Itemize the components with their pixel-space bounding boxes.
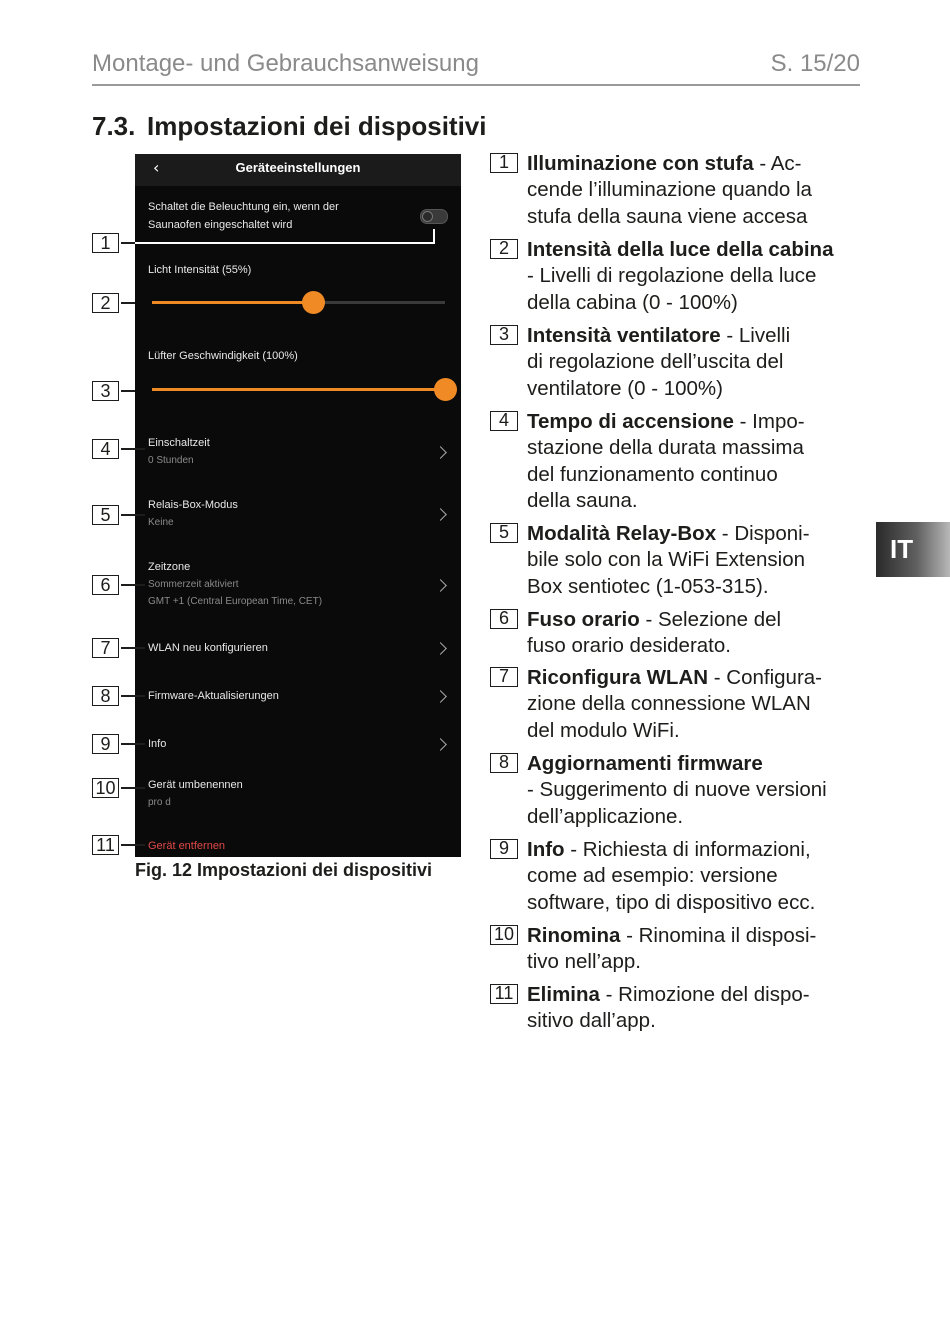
description-line [527,751,850,777]
callout-1: 1 [92,233,119,253]
menu-item-title: Info [148,738,167,750]
chevron-right-icon [434,642,447,655]
callout-2: 2 [92,293,119,313]
menu-item-sub: Sommerzeit aktiviert [148,579,239,590]
callout-line [121,302,135,304]
chevron-right-icon [434,690,447,703]
description-line: della cabina (0 - 100%) [527,290,738,314]
description-number: 2 [490,239,518,259]
description-number: 4 [490,411,518,431]
description-number: 7 [490,667,518,687]
menu-item-title: Zeitzone [148,561,191,573]
description-line: del funzionamento continuo [527,462,778,486]
description-line: di regolazione dell’uscita del [527,350,784,374]
description-term: Intensità ventilatore [527,324,721,347]
light-intensity-label: Licht Intensität (55%) [148,264,252,276]
description-line: ventilatore (0 - 100%) [527,376,723,400]
chevron-right-icon [434,446,447,459]
callout-7: 7 [92,638,119,658]
callout-line [121,743,145,745]
callout-line [121,390,135,392]
description-line: Rinomina - Rinomina il disposi- [527,924,817,947]
description-number: 6 [490,609,518,629]
description-line: bile solo con la WiFi Extension [527,548,806,572]
description-term: Aggiornamenti firmware [527,752,763,775]
description-line: stufa della sauna viene accesa [527,204,808,228]
description-term: Riconfigura WLAN [527,666,709,689]
description-item-6 [490,607,850,660]
figure-caption: Fig. 12 Impostazioni dei dispositivi [135,860,433,880]
remove-device-button[interactable]: Gerät entfernen [148,840,226,852]
menu-item-title: WLAN neu konfigurieren [148,642,268,654]
menu-item-title: Relais-Box-Modus [148,499,238,511]
description-item-2 [490,237,850,316]
description-line: - Livelli di regolazione della luce [527,264,817,288]
description-line: Elimina - Rimozione del dispo- [527,983,810,1006]
description-text [527,151,850,230]
callout-5: 5 [92,505,119,525]
description-number: 8 [490,753,518,773]
light-toggle[interactable] [420,209,448,224]
chevron-right-icon [434,579,447,592]
callout-line-1-overlay [135,242,435,244]
description-text [527,665,850,744]
fan-speed-slider[interactable] [152,388,445,391]
menu-item-title: Gerät umbenennen [148,779,243,791]
description-item-1 [490,151,850,230]
description-item-7 [490,665,850,744]
chevron-right-icon [434,738,447,751]
toggle-knob [422,211,433,222]
menu-item-sub2: GMT +1 (Central European Time, CET) [148,596,323,607]
description-line: stazione della durata massima [527,436,804,460]
description-item-11 [490,982,850,1035]
section-number: 7.3. [92,111,136,141]
description-text [527,521,850,600]
light-intensity-slider[interactable] [152,301,445,304]
description-line: cende l’illuminazione quando la [527,178,812,202]
callout-9: 9 [92,734,119,754]
callout-line [121,584,145,586]
description-line: della sauna. [527,488,638,512]
section-title-text: Impostazioni dei dispositivi [147,111,487,141]
phone-top-bar [135,154,461,186]
menu-item-sub: pro d [148,797,171,808]
callout-3: 3 [92,381,119,401]
callout-line [121,514,145,516]
description-term: Fuso orario [527,608,640,631]
description-line: Modalità Relay-Box - Disponi- [527,522,810,545]
header-rule [92,84,860,86]
description-line: zione della connessione WLAN [527,692,811,716]
fan-slider-fill [152,388,445,391]
description-line: software, tipo di dispositivo ecc. [527,890,816,914]
back-chevron-icon[interactable]: ‹ [153,158,160,177]
page-number: S. 15/20 [770,50,860,77]
description-line: tivo nell’app. [527,950,641,974]
description-term: Tempo di accensione [527,410,734,433]
description-item-8 [490,751,850,830]
callout-line [121,695,145,697]
description-text [527,751,850,830]
section-title [92,111,487,142]
description-item-10 [490,923,850,976]
description-line: Riconfigura WLAN - Configura- [527,666,823,689]
description-line: del modulo WiFi. [527,718,680,742]
description-line: fuso orario desiderato. [527,634,731,658]
description-text [527,409,850,514]
description-item-4 [490,409,850,514]
callout-4: 4 [92,439,119,459]
toggle-label-line1: Schaltet die Beleuchtung ein, wenn der [148,201,339,213]
description-text [527,923,850,976]
description-number: 9 [490,839,518,859]
callout-10: 10 [92,778,119,798]
light-slider-fill [152,301,313,304]
toggle-label-line2: Saunaofen eingeschaltet wird [148,219,293,231]
callout-line [121,844,145,846]
language-tab: IT [876,522,950,577]
description-term: Intensità della luce della cabina [527,238,834,261]
description-term: Info [527,838,565,861]
chevron-right-icon [434,508,447,521]
phone-screen-title: Geräteeinstellungen [235,160,361,175]
page-header-left: Montage- und Gebrauchsanweisung [92,50,479,77]
description-number: 11 [490,984,518,1004]
description-text [527,607,850,660]
description-line: Fuso orario - Selezione del [527,608,782,631]
description-line: - Suggerimento di nuove versioni [527,778,827,802]
phone-screenshot [135,154,461,857]
light-slider-thumb[interactable] [302,291,325,314]
description-line: dell’applicazione. [527,804,684,828]
fan-speed-label: Lüfter Geschwindigkeit (100%) [148,350,298,362]
menu-item-sub: 0 Stunden [148,455,194,466]
description-text [527,237,850,316]
callout-line [121,647,145,649]
menu-item-sub: Keine [148,517,174,528]
fan-slider-thumb[interactable] [434,378,457,401]
menu-item-title: Einschaltzeit [148,437,210,449]
description-line: Illuminazione con stufa - Ac- [527,152,802,175]
description-line: Box sentiotec (1-053-315). [527,574,769,598]
callout-6: 6 [92,575,119,595]
description-text [527,982,850,1035]
description-text [527,323,850,402]
description-line: sitivo dall’app. [527,1009,656,1033]
menu-item-title: Firmware-Aktualisierungen [148,690,279,702]
description-term: Rinomina [527,924,621,947]
callout-8: 8 [92,686,119,706]
description-line [527,237,850,263]
description-term: Modalità Relay-Box [527,522,717,545]
description-number: 3 [490,325,518,345]
description-line: Intensità ventilatore - Livelli [527,324,791,347]
description-number: 5 [490,523,518,543]
description-item-3 [490,323,850,402]
callout-line [121,448,145,450]
description-number: 1 [490,153,518,173]
description-item-9 [490,837,850,916]
description-item-5 [490,521,850,600]
description-line: Info - Richiesta di informazioni, [527,838,811,861]
description-term: Illuminazione con stufa [527,152,754,175]
description-line: Tempo di accensione - Impo- [527,410,805,433]
callout-line [121,787,145,789]
description-number: 10 [490,925,518,945]
description-term: Elimina [527,983,600,1006]
description-line: come ad esempio: versione [527,864,778,888]
description-text [527,837,850,916]
callout-11: 11 [92,835,119,855]
